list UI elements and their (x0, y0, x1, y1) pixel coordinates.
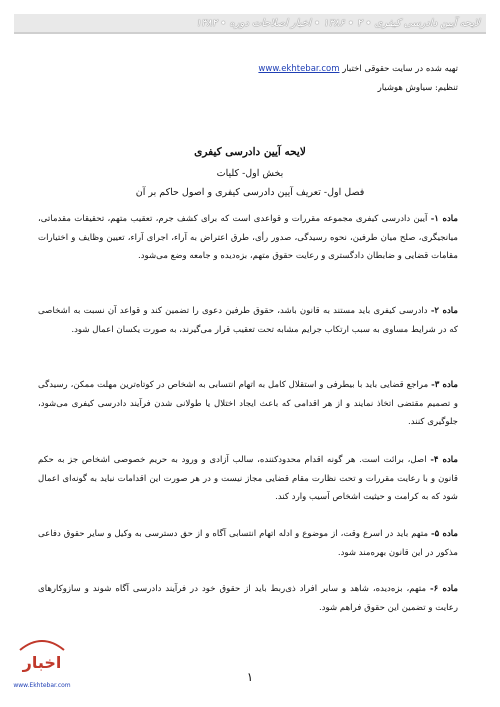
article-text: اصل، برائت است. هر گونه اقدام محدودکننده، سالب آزادی و ورود به حریم خصوصی اشخاص جز به حکم قانون و با رعایت مقررات و تحت نظارت مقام قضایی مجاز نیست و در هر صورت این اقدامات نباید به گونه‌ای اعمال شود که به کرامت و حیثیت اشخاص آسیب وارد کند. (38, 455, 458, 502)
article-text: آیین دادرسی کیفری مجموعه مقررات و قواعدی است که برای کشف جرم، تعقیب متهم، تحقیقات مقدماتی، میانجیگری، صلح میان طرفین، نحوه رسیدگی، صدور رأی، طرق اعتراض به آراء، اجرای آراء، تعیین وظایف و اختیارات مقامات قضایی و ضابطان دادگستری و رعایت حقوق متهم، بزه‌دیده و جامعه وضع می‌شود. (38, 214, 458, 261)
source-line (258, 60, 458, 79)
article-text: متهم، بزه‌دیده، شاهد و سایر افراد ذی‌ربط باید از حقوق خود در فرآیند دادرسی آگاه شوند و سازوکارهای رعایت و تضمین این حقوق فراهم شود. (38, 584, 458, 613)
logo-url: www.Ekhtebar.com (13, 682, 71, 689)
article-4 (38, 451, 458, 507)
article-2 (38, 302, 458, 339)
article-6 (38, 580, 458, 617)
article-label: ماده ۳- (431, 380, 459, 390)
article-text: متهم باید در اسرع وقت، از موضوع و ادله اتهام انتسابی آگاه و از حق دسترسی به وکیل و سایر حقوق دفاعی مذکور در این قانون بهره‌مند شود. (38, 529, 458, 558)
section-heading: بخش اول- کلیات (216, 168, 284, 179)
article-text: مراجع قضایی باید با بیطرفی و استقلال کامل به اتهام انتسابی به اشخاص در کوتاه‌ترین مهلت ممکن، رسیدگی و تصمیم مقتضی اتخاذ نمایند و از هر اقدامی که باعث ایجاد اختلال یا طولانی شدن فرآیند دادرسی کیفری می‌شود، جلوگیری کنند. (38, 380, 458, 427)
chapter-heading: فصل اول- تعریف آیین دادرسی کیفری و اصول حاکم بر آن (135, 187, 365, 198)
article-label: ماده ۱- (430, 214, 458, 224)
document-meta (258, 60, 458, 98)
logo-arc (20, 641, 64, 650)
article-3 (38, 376, 458, 432)
source-link[interactable]: www.ekhtebar.com (258, 64, 340, 74)
document-title: لایحه آیین دادرسی کیفری (194, 146, 306, 158)
article-label: ماده ۲- (430, 306, 459, 316)
article-1 (38, 210, 458, 266)
logo-text: اخبار (22, 653, 62, 672)
article-text: دادرسی کیفری باید مستند به قانون باشد، حقوق طرفین دعوی را تضمین کند و قواعد آن نسبت به اشخاصی که در شرایط مساوی به سبب ارتکاب جرایم مشابه تحت تعقیب قرار می‌گیرند، به صورت یکسان اعمال شود. (38, 306, 458, 335)
author-line: تنظیم: سیاوش هوشیار (377, 83, 458, 93)
article-label: ماده ۴- (430, 455, 459, 465)
article-label: ماده ۶- (430, 584, 458, 594)
source-prefix: تهیه شده در سایت حقوقی اختبار (342, 64, 458, 74)
article-label: ماده ۵- (431, 529, 458, 539)
header-banner: لایحه آیین دادرسی کیفری • ۲ • ۱۳۸۶ • اخبار اصلاحات دوره • ۱۳۸۲ (14, 14, 486, 34)
article-5 (38, 525, 458, 562)
page-number: ۱ (246, 670, 254, 684)
